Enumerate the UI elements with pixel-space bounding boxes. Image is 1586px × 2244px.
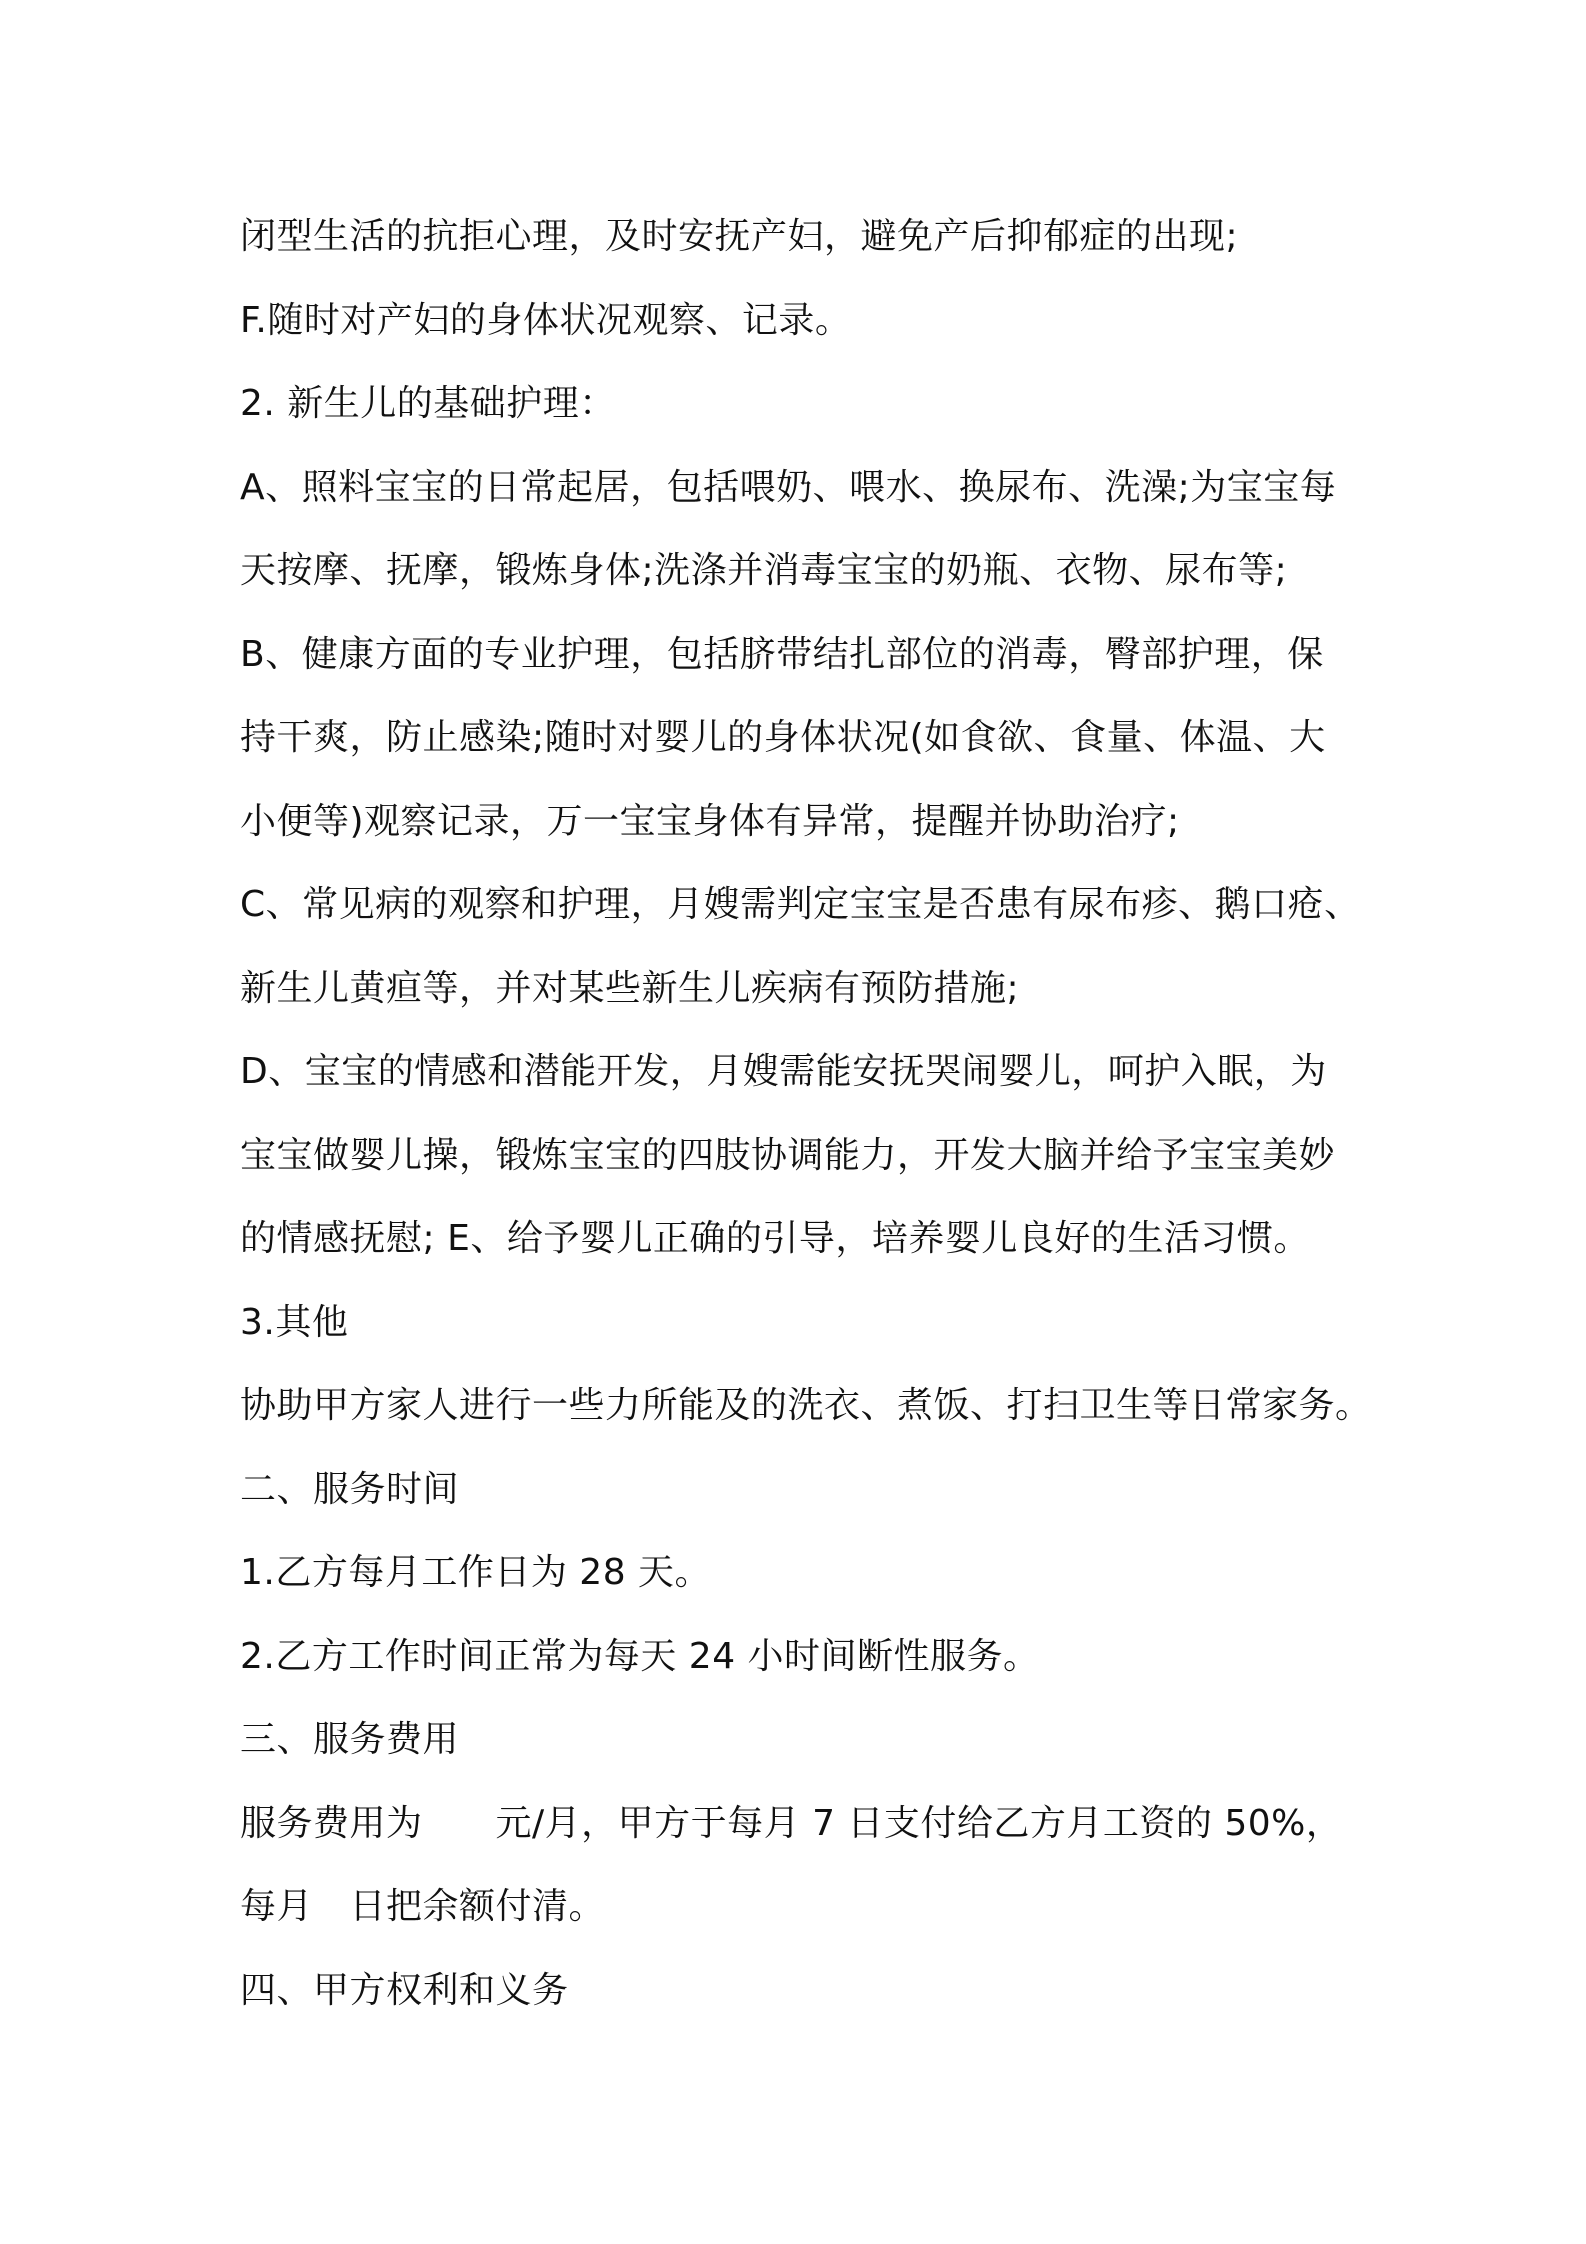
text-line: 闭型生活的抗拒心理，及时安抚产妇，避免产后抑郁症的出现; xyxy=(240,216,1239,257)
text-line: B、健康方面的专业护理，包括脐带结扎部位的消毒，臀部护理，保 xyxy=(240,633,1324,675)
text-line: 持干爽，防止感染;随时对婴儿的身体状况(如食欲、食量、体温、大 xyxy=(240,717,1326,758)
text-line: 服务费用为 元/月，甲方于每月 7 日支付给乙方月工资的 50%， xyxy=(240,1802,1343,1844)
text-line: A、照料宝宝的日常起居，包括喂奶、喂水、换尿布、洗澡;为宝宝每 xyxy=(240,466,1337,508)
section-heading: 三、服务费用 xyxy=(240,1719,460,1760)
text-line: 2.乙方工作时间正常为每天 24 小时间断性服务。 xyxy=(240,1635,1040,1677)
text-line: 宝宝做婴儿操，锻炼宝宝的四肢协调能力，开发大脑并给予宝宝美妙 xyxy=(240,1134,1336,1176)
section-heading: 四、甲方权利和义务 xyxy=(240,1969,569,2011)
text-line: 新生儿黄疸等，并对某些新生儿疾病有预防措施; xyxy=(240,967,1020,1009)
text-line: 的情感抚慰; E、给予婴儿正确的引导，培养婴儿良好的生活习惯。 xyxy=(240,1218,1310,1259)
section-heading: 二、服务时间 xyxy=(240,1468,460,1510)
section-heading: 3.其他 xyxy=(240,1301,349,1343)
text-line: C、常见病的观察和护理，月嫂需判定宝宝是否患有尿布疹、鹅口疮、 xyxy=(240,884,1361,925)
section-heading: 2. 新生儿的基础护理： xyxy=(240,383,616,424)
text-line: 天按摩、抚摩，锻炼身体;洗涤并消毒宝宝的奶瓶、衣物、尿布等; xyxy=(240,550,1288,591)
text-line: 小便等)观察记录，万一宝宝身体有异常，提醒并协助治疗; xyxy=(240,800,1180,842)
document-body xyxy=(240,195,1372,2032)
text-line: 1.乙方每月工作日为 28 天。 xyxy=(240,1552,712,1593)
text-line: 协助甲方家人进行一些力所能及的洗衣、煮饭、打扫卫生等日常家务。 xyxy=(240,1385,1372,1426)
text-line: 每月 日把余额付清。 xyxy=(240,1886,606,1927)
text-line: D、宝宝的情感和潜能开发，月嫂需能安抚哭闹婴儿，呵护入眠，为 xyxy=(240,1051,1327,1092)
text-line: F.随时对产妇的身体状况观察、记录。 xyxy=(240,299,852,341)
